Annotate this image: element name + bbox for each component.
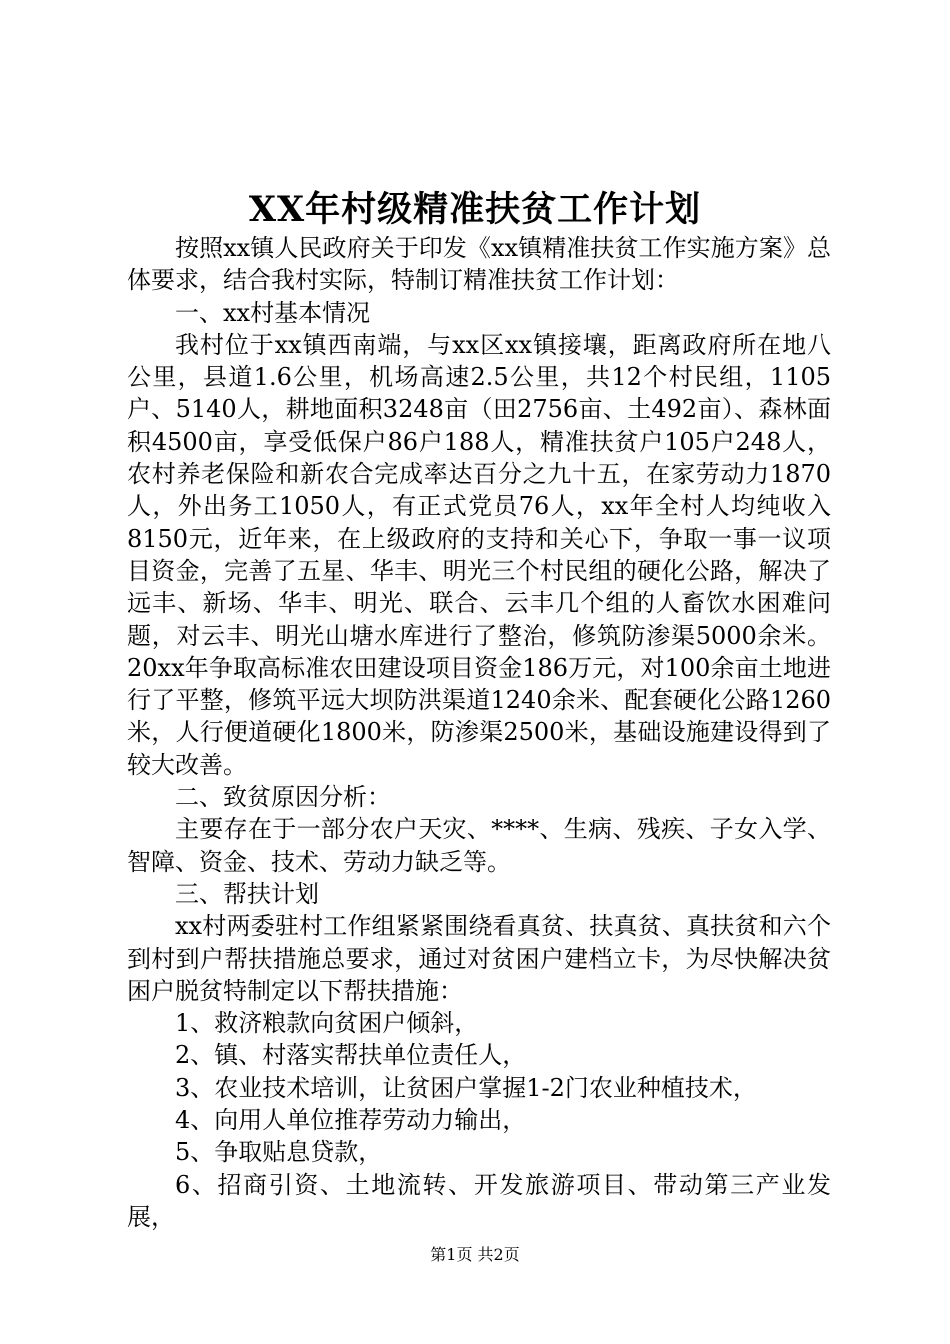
section-heading-basic-info: 一、xx村基本情况 <box>175 298 371 327</box>
paragraph-assistance-plan: xx村两委驻村工作组紧紧围绕看真贫、扶真贫、真扶贫和六个到村到户帮扶措施总要求，通过对贫困户建档立卡，为尽快解决贫困户脱贫特制定以下帮扶措施： <box>127 912 831 1005</box>
document-title: XX年村级精准扶贫工作计划 <box>248 189 702 230</box>
list-item: 2、镇、村落实帮扶单位责任人， <box>175 1041 527 1070</box>
paragraph-basic-info: 我村位于xx镇西南端，与xx区xx镇接壤，距离政府所在地八公里，县道1.6公里，机场高速2.5公里，共12个村民组，1105户、5140人，耕地面积3248亩（田2756亩、土492亩）、森林面积4500亩，享受低保户86户188人，精准扶贫户105户248人，农村养老保险和新农合完成率达百分之九十五，在家劳动力1870人，外出务工1050人，有正式党员76人，xx年全村人均纯收入8150元，近年来，在上级政府的支持和关心下，争取一事一议项目资金，完善了五星、华丰、明光三个村民组的硬化公路，解决了远丰、新场、华丰、明光、联合、云丰几个组的人畜饮水困难问题，对云丰、明光山塘水库进行了整治，修筑防渗渠5000余米。20xx年争取高标准农田建设项目资金186万元，对100余亩土地进行了平整，修筑平远大坝防洪渠道1240余米、配套硬化公路1260米，人行便道硬化1800米，防渗渠2500米，基础设施建设得到了较大改善。 <box>127 330 831 779</box>
list-item: 5、争取贴息贷款， <box>175 1138 383 1167</box>
paragraph-poverty-causes: 主要存在于一部分农户天灾、****、生病、残疾、子女入学、智障、资金、技术、劳动力缺乏等。 <box>127 815 831 876</box>
document-body <box>127 232 831 1233</box>
paragraph-intro: 按照xx镇人民政府关于印发《xx镇精准扶贫工作实施方案》总体要求，结合我村实际，特制订精准扶贫工作计划： <box>127 234 831 295</box>
list-item: 4、向用人单位推荐劳动力输出， <box>175 1106 527 1135</box>
page-footer: 第1页 共2页 <box>430 1245 520 1264</box>
list-item: 6、招商引资、土地流转、开发旅游项目、带动第三产业发展， <box>127 1170 831 1231</box>
list-item: 3、农业技术培训，让贫困户掌握1-2门农业种植技术， <box>175 1073 757 1102</box>
list-item: 1、救济粮款向贫困户倾斜， <box>175 1009 479 1038</box>
section-heading-assistance-plan: 三、帮扶计划 <box>175 879 319 908</box>
section-heading-poverty-causes: 二、致贫原因分析： <box>175 783 391 812</box>
